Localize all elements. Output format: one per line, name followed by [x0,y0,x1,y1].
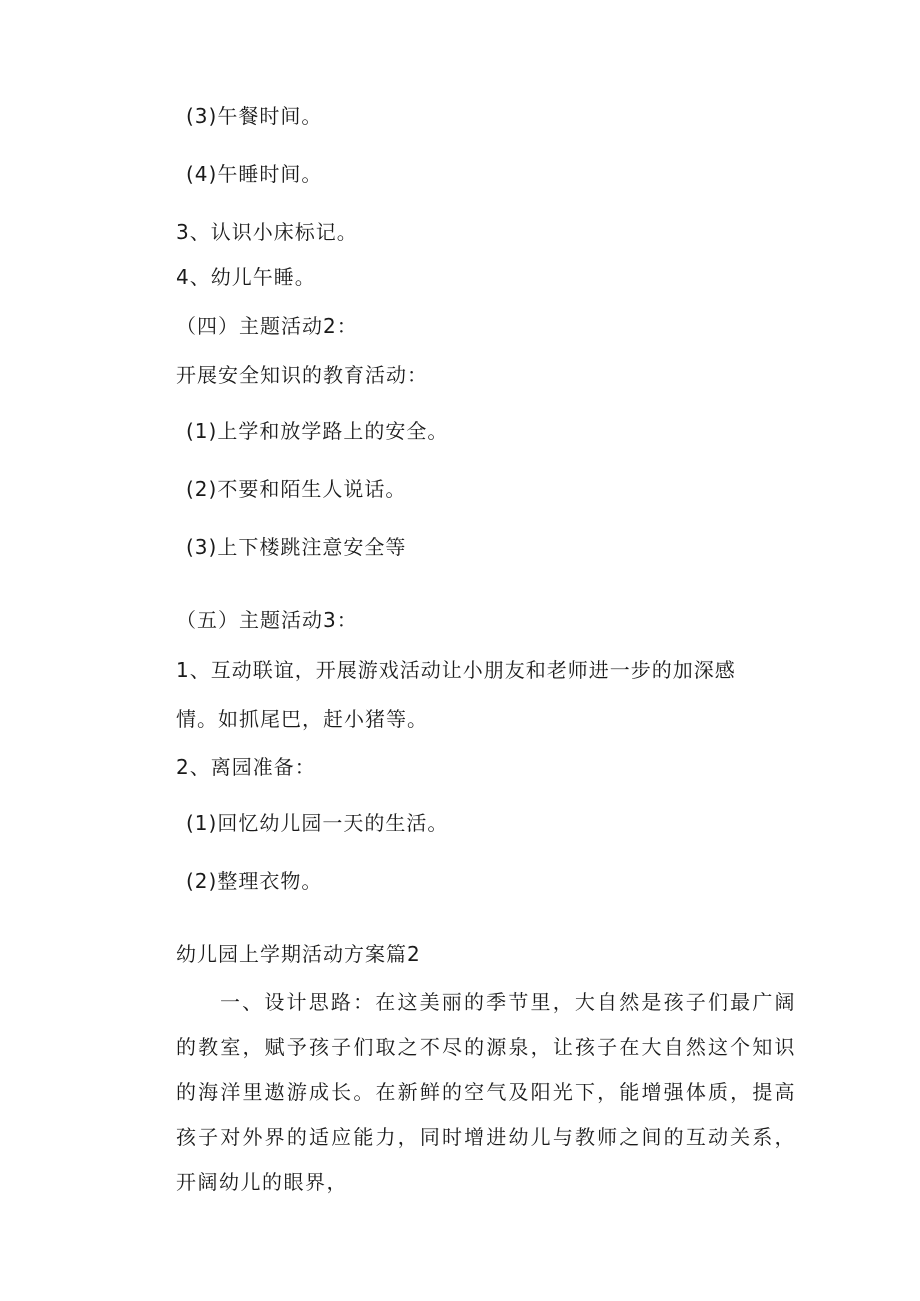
article-title: 幼儿园上学期活动方案篇2 [176,942,421,966]
list-item-recall-day: (1)回忆幼儿园一天的生活。 [186,811,449,835]
list-item-strangers: (2)不要和陌生人说话。 [186,477,407,501]
step-child-nap: 4、幼儿午睡。 [176,265,316,289]
step-bed-mark: 3、认识小床标记。 [176,220,358,244]
safety-education-intro: 开展安全知识的教育活动： [176,363,428,387]
step-interaction-line-1: 1、互动联谊，开展游戏活动让小朋友和老师进一步的加深感 [176,658,736,682]
list-item-lunch-time: (3)午餐时间。 [186,104,323,128]
step-interaction-line-2: 情。如抓尾巴，赶小猪等。 [176,707,428,731]
list-item-tidy-clothes: (2)整理衣物。 [186,869,323,893]
design-idea-paragraph: 一、设计思路：在这美丽的季节里，大自然是孩子们最广阔的教室，赋予孩子们取之不尽的源泉，让孩子在大自然这个知识的海洋里遨游成长。在新鲜的空气及阳光下，能增强体质，提高孩子对外界的适应能力，同时增进幼儿与教师之间的互动关系，开阔幼儿的眼界， [176,990,796,1194]
section-heading-activity-3: （五）主题活动3： [176,608,358,632]
list-item-stairs-safety: (3)上下楼跳注意安全等 [186,535,407,559]
list-item-nap-time: (4)午睡时间。 [186,162,323,186]
step-leaving-prep: 2、离园准备： [176,755,316,779]
section-heading-activity-2: （四）主题活动2： [176,314,358,338]
list-item-road-safety: (1)上学和放学路上的安全。 [186,419,449,443]
